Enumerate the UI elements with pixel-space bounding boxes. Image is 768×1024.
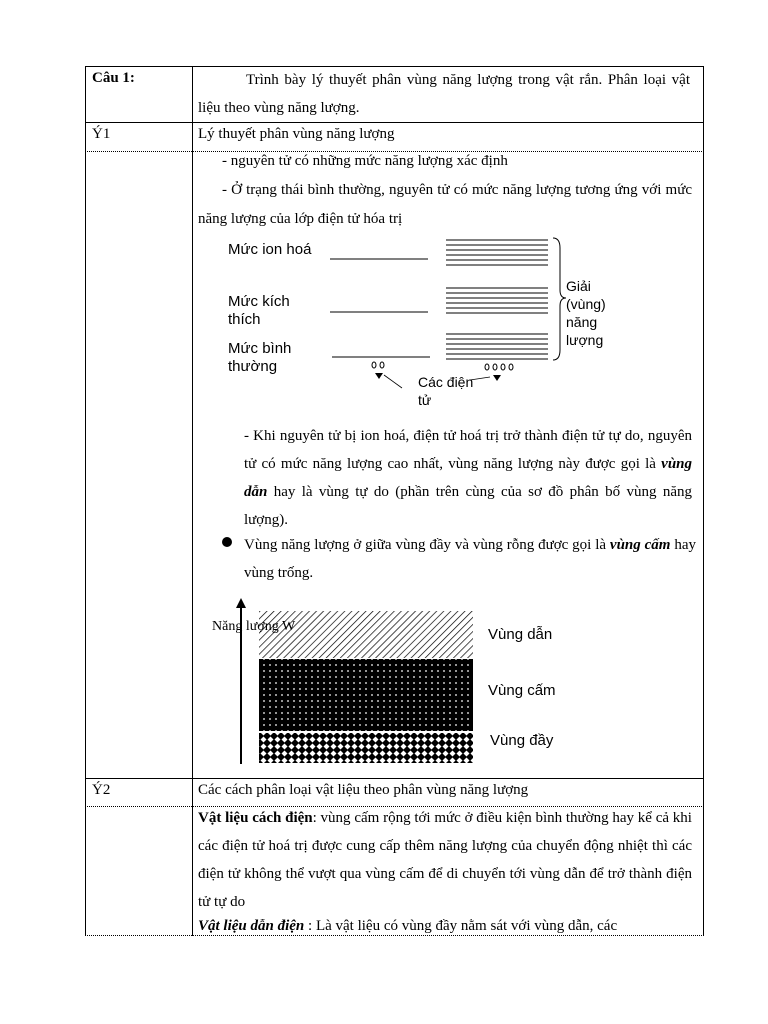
y2-title: Các cách phân loại vật liệu theo phân vùng năng lượng [198,782,529,798]
excited-level-label: Mức kích thích [228,293,290,328]
forbidden-band-term: vùng cấm [609,537,671,553]
energy-levels-svg [320,232,570,392]
ion-level-label: Mức ion hoá [228,241,312,258]
question-text: Trình bày lý thuyết phân vùng năng lượng trong vật rắn. Phân loại vật liệu theo vùng năng lượng. [198,72,690,116]
band-label: Giải (vùng) năng lượng [566,278,606,348]
insulator-text: : vùng cấm rộng tới mức ở điều kiện bình thường hay kể cả khi các điện tử hoá trị được cung cấp thêm năng lượng của chuyển động nhiệt thì các điện tử không thể vượt qua vùng cấm để di chuyển tới vùng dẫn để trở thành điện tử tự do [198,810,692,910]
y1-line1: - nguyên tử có những mức năng lượng xác định [222,153,508,169]
y2-label: Ý2 [92,782,111,798]
ionization-text-a: - Khi nguyên tử bị ion hoá, điện tử hoá trị trở thành điện tử tự do, nguyên tử có mức năng lượng cao nhất, vùng năng lượng này được gọi là [244,428,692,472]
forbidden-band-label: Vùng cấm [488,682,556,699]
valence-band-label: Vùng đầy [490,732,554,749]
forbidden-band-paragraph [244,531,696,587]
bullet-dot [222,537,232,547]
insulator-term: Vật liệu cách điện [198,810,313,826]
y1-label: Ý1 [92,126,111,142]
conduction-band-term: vùng dẫn [244,456,692,500]
conductor-text: : Là vật liệu có vùng đầy nằm sát với vùng dẫn, các [304,918,618,934]
question-label: Câu 1: [92,70,135,86]
bullet-text-b: hay vùng trống. [244,537,696,581]
normal-level-label: Mức bình thường [228,340,292,375]
conduction-band-label: Vùng dẫn [488,626,553,643]
ionization-text-b: hay là vùng tự do (phần trên cùng của sơ đồ phân bố vùng năng lượng). [244,484,692,528]
conductor-term: Vật liệu dẫn điện [198,918,305,934]
y1-line2: - Ở trạng thái bình thường, nguyên tử có mức năng lượng tương ứng với mức năng lượng của lớp điện tử hóa trị [198,182,692,227]
y1-title: Lý thuyết phân vùng năng lượng [198,126,395,142]
bullet-text-a: Vùng năng lượng ở giữa vùng đầy và vùng rỗng được gọi là [244,537,610,553]
electrons-label: Các điện tử [418,374,474,408]
ionization-paragraph [244,422,692,534]
insulator-paragraph [198,804,692,916]
conductor-paragraph [198,912,692,940]
energy-axis-label: Năng lượng W [212,619,296,634]
